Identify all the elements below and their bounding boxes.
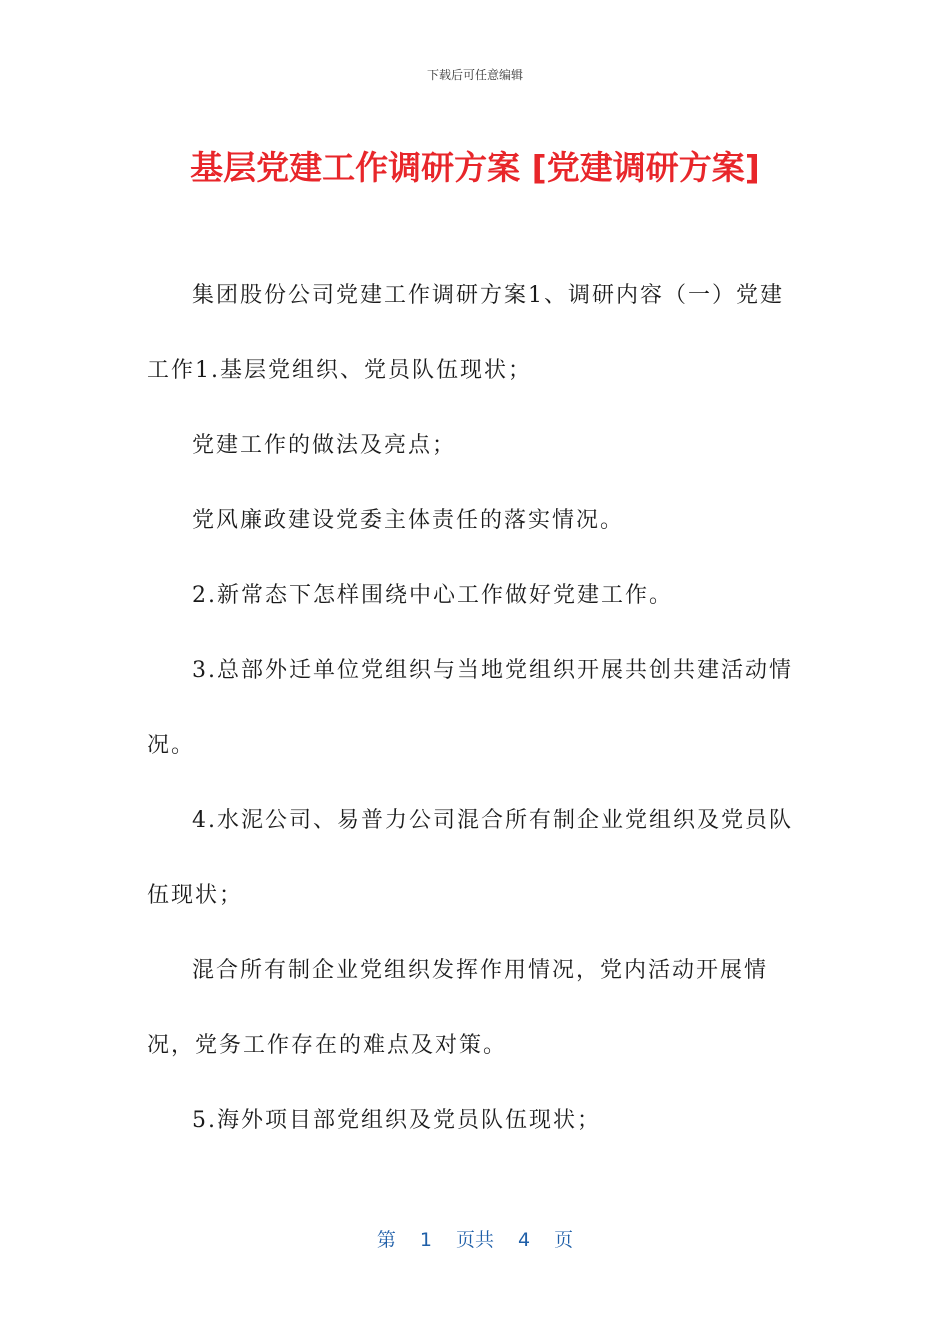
paragraph: 3.总部外迁单位党组织与当地党组织开展共创共建活动情况。 bbox=[147, 658, 793, 758]
page-number-footer bbox=[0, 1225, 950, 1252]
current-page-number: 1 bbox=[419, 1229, 432, 1251]
total-pages-number: 4 bbox=[518, 1229, 531, 1251]
header-note: 下载后可任意编辑 bbox=[426, 68, 523, 82]
page-prefix: 第 bbox=[376, 1229, 396, 1251]
paragraph: 混合所有制企业党组织发挥作用情况，党内活动开展情况，党务工作存在的难点及对策。 bbox=[147, 958, 769, 1058]
paragraph: 2.新常态下怎样围绕中心工作做好党建工作。 bbox=[192, 583, 673, 608]
paragraph: 集团股份公司党建工作调研方案1、调研内容（一）党建工作1.基层党组织、党员队伍现状； bbox=[147, 283, 784, 383]
paragraph: 党风廉政建设党委主体责任的落实情况。 bbox=[192, 508, 625, 533]
document-body bbox=[147, 258, 795, 1158]
page-middle-text: 页共 bbox=[455, 1229, 494, 1251]
page-suffix: 页 bbox=[554, 1229, 574, 1251]
document-title: 基层党建工作调研方案 [党建调研方案] bbox=[190, 148, 760, 187]
paragraph: 党建工作的做法及亮点； bbox=[192, 433, 457, 458]
paragraph: 4.水泥公司、易普力公司混合所有制企业党组织及党员队伍现状； bbox=[147, 808, 793, 908]
paragraph: 5.海外项目部党组织及党员队伍现状； bbox=[192, 1108, 601, 1133]
